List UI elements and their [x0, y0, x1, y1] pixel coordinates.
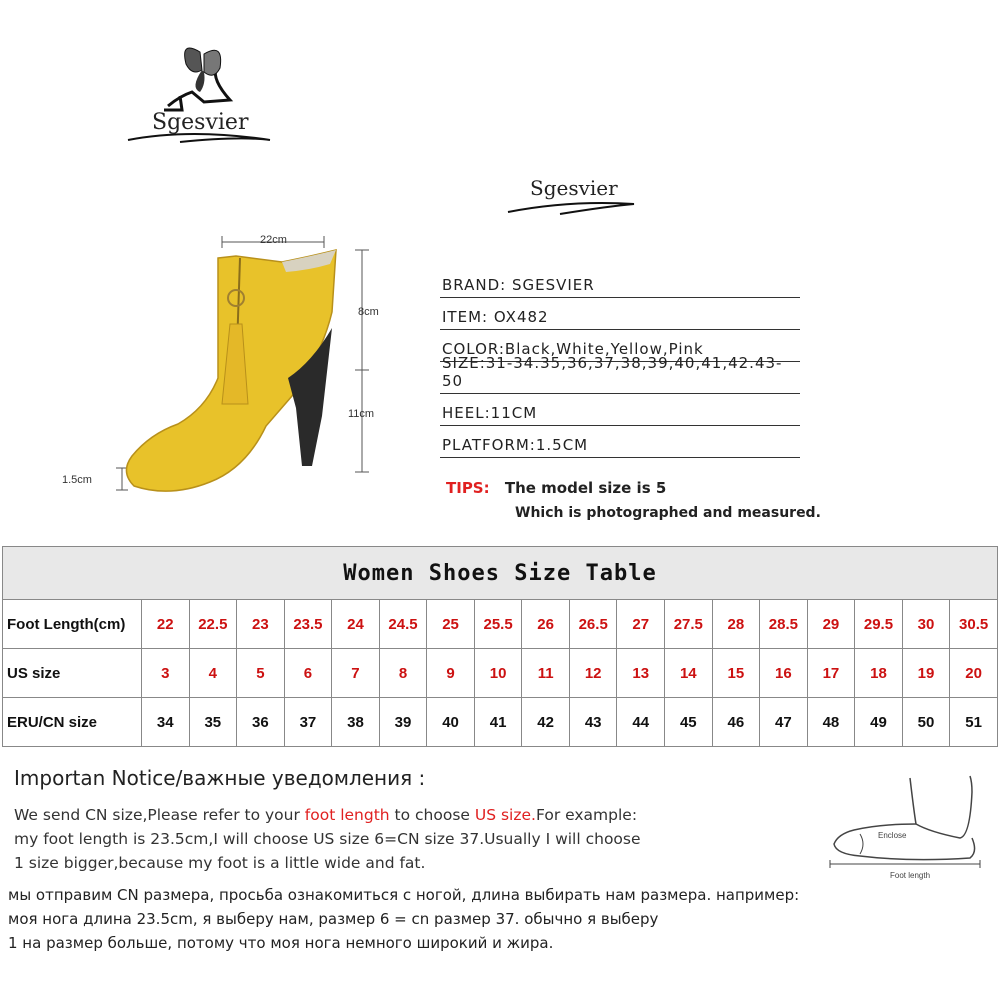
table-cell: 38: [332, 698, 380, 747]
tips-line-2: Which is photographed and measured.: [515, 505, 821, 521]
brand-logo-mid: [500, 172, 640, 222]
table-cell: 13: [617, 649, 665, 698]
table-cell: 37: [284, 698, 332, 747]
table-cell: 4: [189, 649, 237, 698]
product-specs: [440, 266, 800, 458]
table-cell: 20: [950, 649, 998, 698]
table-cell: 29.5: [855, 600, 903, 649]
table-cell: 49: [855, 698, 903, 747]
spec-heel: HEEL:11CM: [440, 394, 800, 426]
dimension-shaft: 8cm: [358, 306, 379, 318]
table-cell: 19: [902, 649, 950, 698]
product-image: [50, 228, 410, 518]
table-cell: 35: [189, 698, 237, 747]
row-header: US size: [3, 649, 142, 698]
table-cell: 11: [522, 649, 570, 698]
table-cell: 26.5: [569, 600, 617, 649]
foot-length-label: Foot length: [890, 871, 931, 880]
ankle-boot-image: [50, 228, 410, 518]
table-cell: 28.5: [760, 600, 808, 649]
table-cell: 43: [569, 698, 617, 747]
swoosh-icon: [500, 172, 640, 222]
table-cell: 26: [522, 600, 570, 649]
table-cell: 25: [427, 600, 475, 649]
size-table: [2, 546, 998, 747]
table-cell: 22.5: [189, 600, 237, 649]
table-cell: 39: [379, 698, 427, 747]
row-header: Foot Length(cm): [3, 600, 142, 649]
tips-line-1: The model size is 5: [504, 479, 667, 497]
table-cell: 17: [807, 649, 855, 698]
table-cell: 30: [902, 600, 950, 649]
tips-label: TIPS:: [446, 479, 490, 497]
table-cell: 23.5: [284, 600, 332, 649]
brand-logo-top: [120, 40, 290, 160]
butterfly-shoe-icon: [120, 40, 290, 160]
table-cell: 7: [332, 649, 380, 698]
notice-english: [14, 803, 774, 875]
enclose-label: Enclose: [878, 831, 907, 840]
foot-length-highlight: foot length: [304, 806, 390, 824]
table-cell: 24: [332, 600, 380, 649]
table-cell: 3: [142, 649, 190, 698]
table-cell: 18: [855, 649, 903, 698]
table-cell: 8: [379, 649, 427, 698]
notice-en-line-3: 1 size bigger,because my foot is a little wide and fat.: [14, 854, 426, 872]
table-cell: 25.5: [474, 600, 522, 649]
us-size-highlight: US size.: [474, 806, 536, 824]
table-cell: 36: [237, 698, 285, 747]
spec-item: ITEM: OX482: [440, 298, 800, 330]
notice-en-line-2: my foot length is 23.5cm,I will choose US size 6=CN size 37.Usually I will choose: [14, 830, 641, 848]
table-cell: 27: [617, 600, 665, 649]
table-cell: 29: [807, 600, 855, 649]
table-cell: 45: [665, 698, 713, 747]
table-cell: 10: [474, 649, 522, 698]
brand-name: Sgesvier: [152, 110, 249, 135]
spec-size: SIZE:31-34.35,36,37,38,39,40,41,42.43-50: [440, 362, 800, 394]
table-cell: 51: [950, 698, 998, 747]
table-cell: 47: [760, 698, 808, 747]
spec-color: COLOR:Black,White,Yellow,Pink: [440, 330, 800, 362]
table-cell: 24.5: [379, 600, 427, 649]
table-cell: 27.5: [665, 600, 713, 649]
table-cell: 34: [142, 698, 190, 747]
table-cell: 15: [712, 649, 760, 698]
table-cell: 23: [237, 600, 285, 649]
notice-title: Importan Notice/важные уведомления :: [14, 766, 426, 790]
table-cell: 14: [665, 649, 713, 698]
dimension-heel: 11cm: [348, 408, 375, 420]
row-header: ERU/CN size: [3, 698, 142, 747]
table-cell: 30.5: [950, 600, 998, 649]
notice-en-line-1: We send CN size,Please refer to your foot length to choose US size.For example:: [14, 806, 638, 824]
notice-russian: [8, 883, 988, 955]
table-cell: 5: [237, 649, 285, 698]
table-cell: 9: [427, 649, 475, 698]
dimension-width: 22cm: [260, 234, 287, 246]
tips-note: [446, 479, 666, 497]
size-table-title: Women Shoes Size Table: [3, 547, 998, 600]
table-cell: 22: [142, 600, 190, 649]
table-cell: 48: [807, 698, 855, 747]
table-cell: 40: [427, 698, 475, 747]
table-cell: 42: [522, 698, 570, 747]
table-cell: 28: [712, 600, 760, 649]
foot-length-row: [3, 600, 998, 649]
foot-measure-diagram: [820, 772, 990, 882]
table-cell: 6: [284, 649, 332, 698]
notice-ru-line-2: моя нога длина 23.5cm, я выберу нам, размер 6 = cn размер 37. обычно я выберу: [8, 910, 659, 928]
spec-platform: PLATFORM:1.5CM: [440, 426, 800, 458]
table-cell: 16: [760, 649, 808, 698]
brand-name: Sgesvier: [530, 176, 618, 200]
size-table-title-row: [3, 547, 998, 600]
notice-ru-line-3: 1 на размер больше, потому что моя нога немного широкий и жира.: [8, 934, 554, 952]
table-cell: 41: [474, 698, 522, 747]
notice-ru-line-1: мы отправим CN размера, просьба ознакомиться с ногой, длина выбирать нам размера. например:: [8, 886, 800, 904]
table-cell: 46: [712, 698, 760, 747]
us-size-row: [3, 649, 998, 698]
table-cell: 50: [902, 698, 950, 747]
spec-brand: BRAND: SGESVIER: [440, 266, 800, 298]
dimension-platform: 1.5cm: [62, 474, 92, 486]
eu-cn-size-row: [3, 698, 998, 747]
table-cell: 12: [569, 649, 617, 698]
foot-outline-icon: [820, 772, 990, 882]
table-cell: 44: [617, 698, 665, 747]
